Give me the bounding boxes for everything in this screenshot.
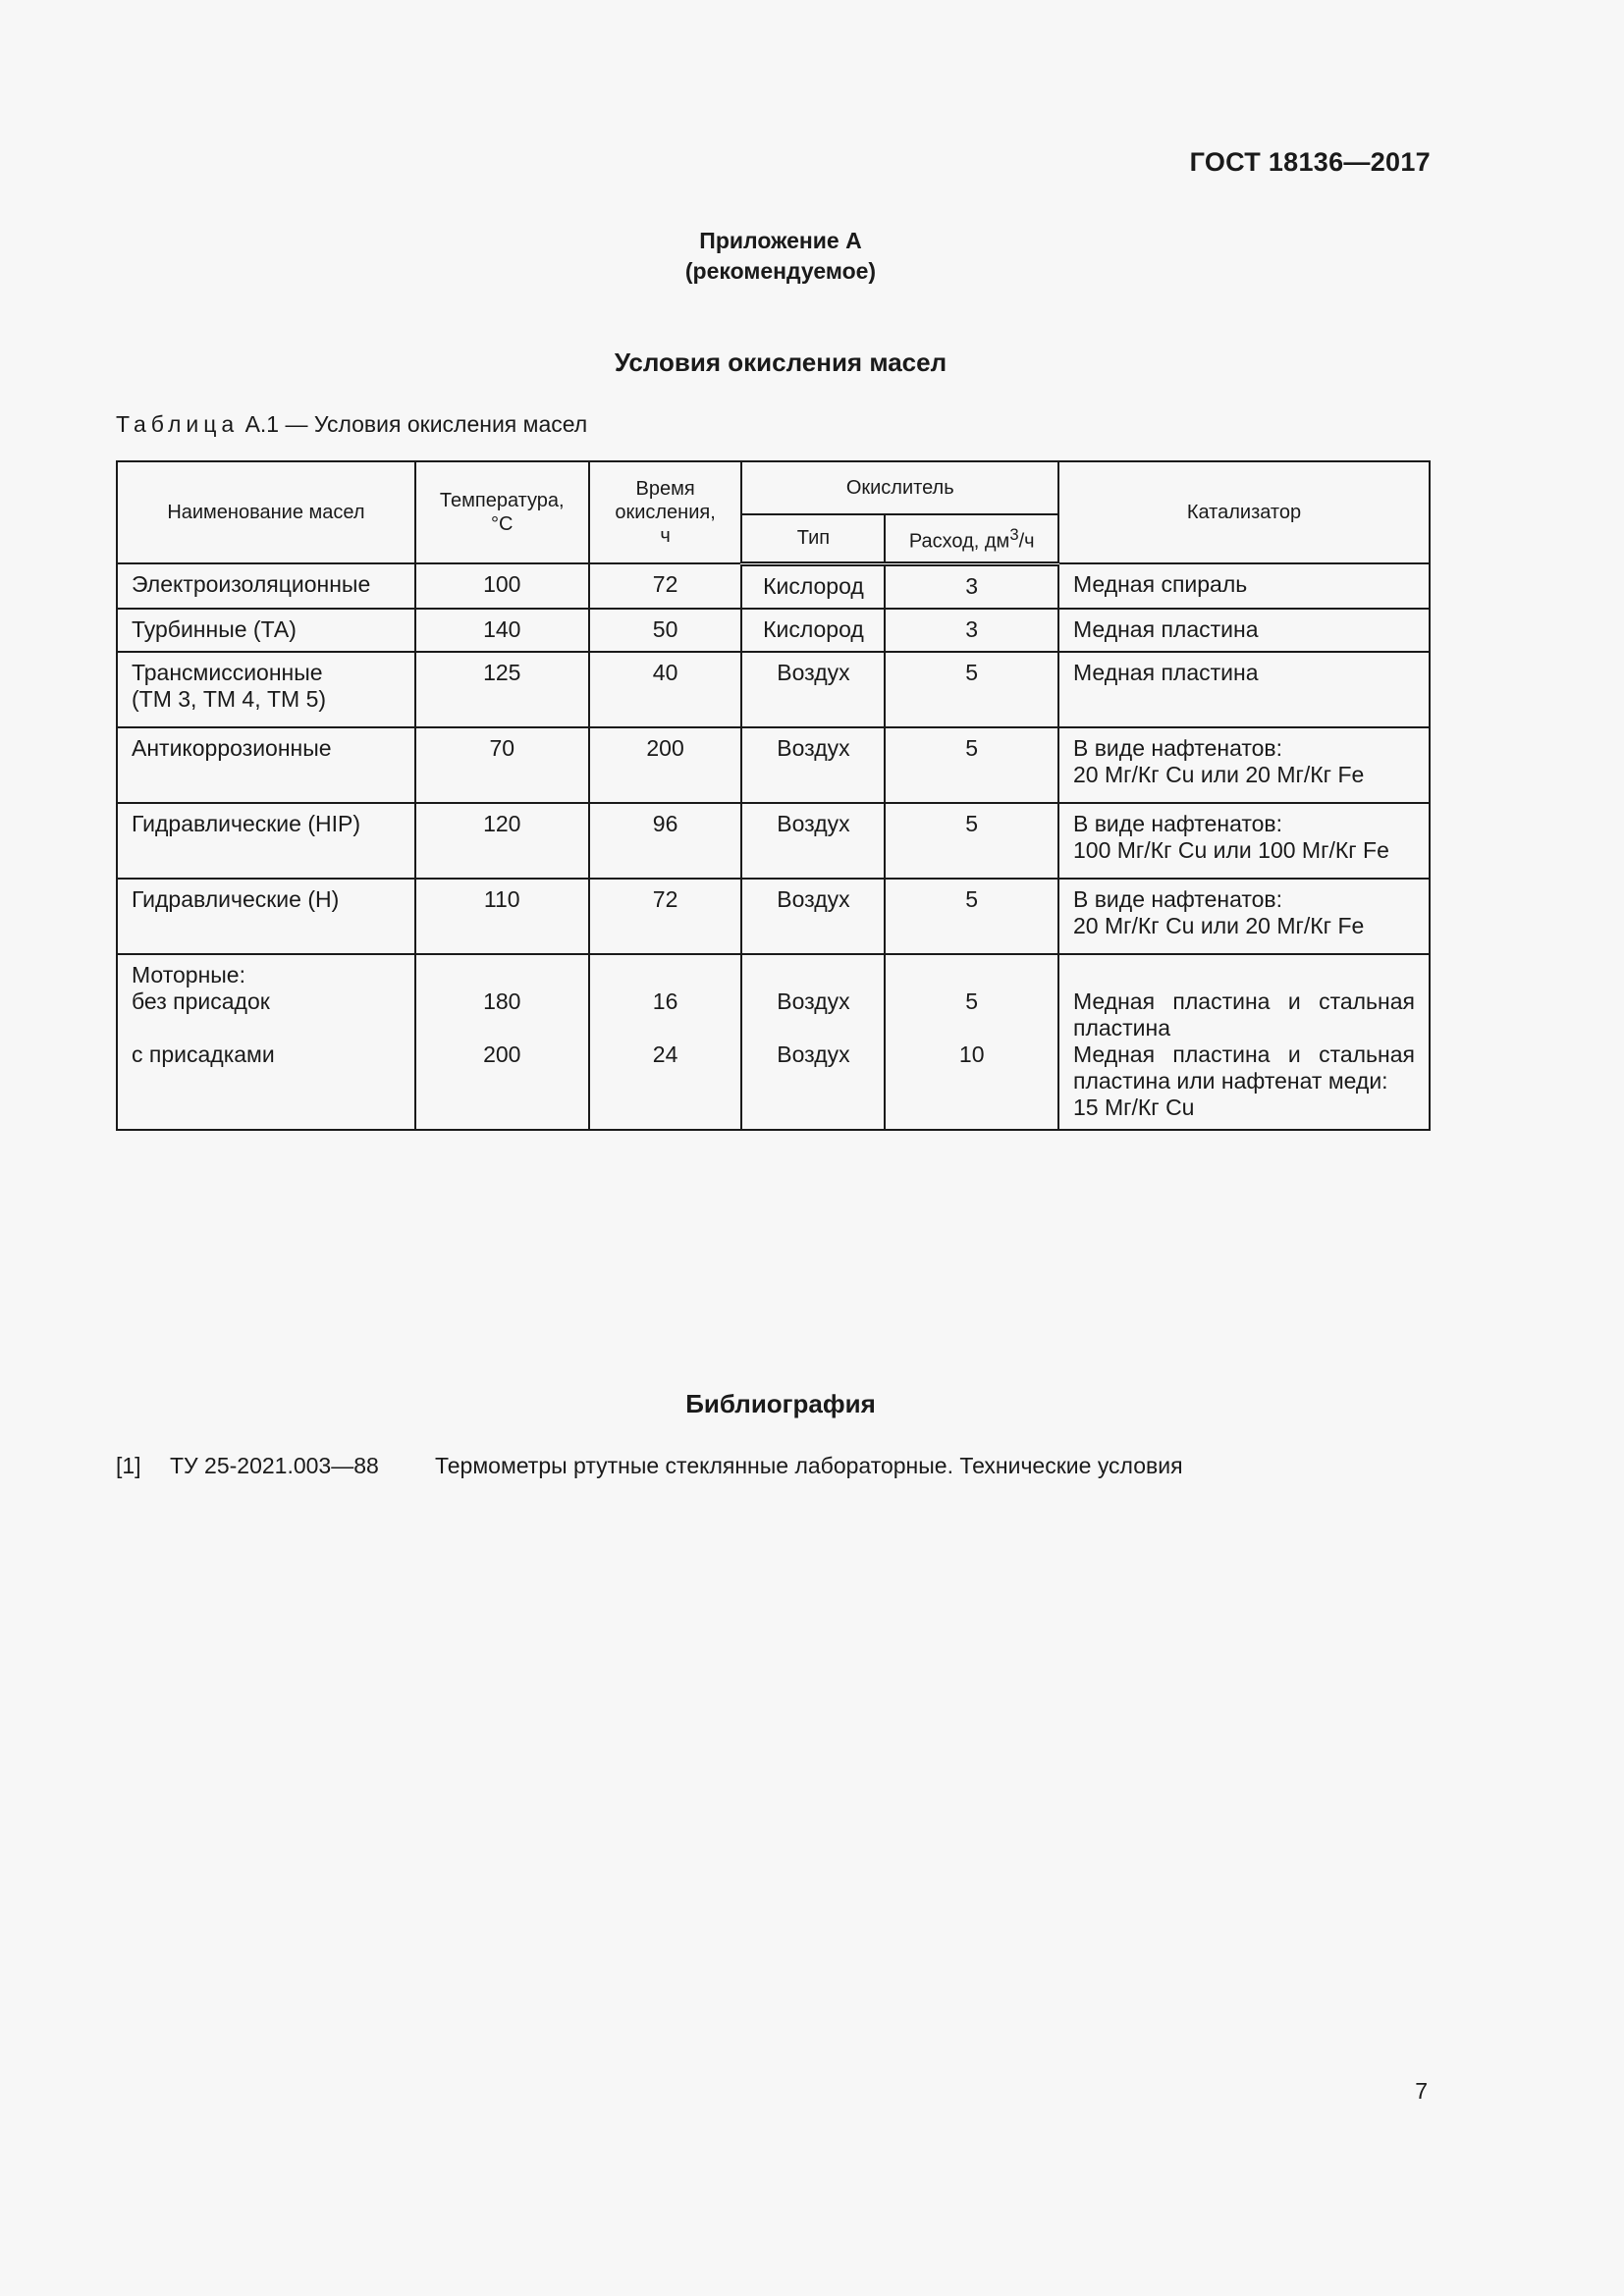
cell-time: 200 bbox=[589, 727, 742, 803]
appendix-title: Приложение А bbox=[699, 228, 862, 253]
cell-oxidizer-type: Воздух bbox=[741, 652, 885, 727]
table-row bbox=[117, 803, 1430, 879]
cell-oil-name bbox=[117, 954, 415, 1130]
cell-temperature: 100 bbox=[415, 563, 589, 609]
cell-motor-sub1-catalyst: Медная пластина и стальная пластина bbox=[1072, 988, 1415, 1041]
cell-oil-name-line1: Трансмиссионные bbox=[132, 659, 323, 685]
section-title: Условия окисления масел bbox=[614, 347, 947, 377]
header-time-line2: окисления, bbox=[615, 502, 716, 523]
header-oxidation-time bbox=[589, 461, 742, 563]
oxidation-conditions-table bbox=[116, 460, 1431, 1131]
header-oil-name: Наименование масел bbox=[117, 461, 415, 563]
cell-motor-title: Моторные: bbox=[132, 961, 245, 988]
appendix-heading bbox=[0, 226, 1561, 287]
header-flow-prefix: Расход, дм bbox=[908, 530, 1010, 553]
cell-oil-name bbox=[117, 652, 415, 727]
cell-time: 50 bbox=[589, 609, 742, 652]
cell-flow: 5 bbox=[885, 727, 1058, 803]
cell-catalyst: Медная пластина bbox=[1058, 652, 1430, 727]
cell-oxidizer-type: Воздух bbox=[741, 727, 885, 803]
document-code: ГОСТ 18136—2017 bbox=[1189, 147, 1431, 177]
cell-catalyst-line1: В виде нафтенатов: bbox=[1072, 734, 1283, 761]
cell-oxidizer-type bbox=[741, 954, 885, 1130]
cell-time bbox=[589, 954, 742, 1130]
bibliography-item-number: [1] bbox=[116, 1453, 141, 1478]
bibliography-item-code: ТУ 25-2021.003—88 bbox=[170, 1453, 379, 1478]
cell-flow: 5 bbox=[885, 652, 1058, 727]
bibliography-item-text: Термометры ртутные стеклянные лабораторные. Технические условия bbox=[435, 1453, 1183, 1478]
header-oxidizer: Окислитель bbox=[741, 461, 1058, 514]
cell-motor-sub2-name: с присадками bbox=[132, 1041, 275, 1067]
cell-motor-sub1-flow: 5 bbox=[965, 988, 979, 1014]
cell-time: 96 bbox=[589, 803, 742, 879]
cell-motor-sub1-temp: 180 bbox=[483, 988, 521, 1014]
cell-temperature bbox=[415, 954, 589, 1130]
cell-oxidizer-type: Кислород bbox=[741, 609, 885, 652]
header-oxidizer-type: Тип bbox=[741, 514, 885, 563]
cell-catalyst bbox=[1058, 879, 1430, 954]
cell-time: 40 bbox=[589, 652, 742, 727]
cell-oil-name: Гидравлические (Н) bbox=[117, 879, 415, 954]
cell-flow: 5 bbox=[885, 879, 1058, 954]
header-temperature-line1: Температура, bbox=[439, 490, 565, 511]
bibliography-title: Библиография bbox=[685, 1389, 876, 1418]
cell-flow: 5 bbox=[885, 803, 1058, 879]
cell-motor-sub1-name: без присадок bbox=[132, 988, 270, 1014]
cell-catalyst bbox=[1058, 954, 1430, 1130]
header-catalyst: Катализатор bbox=[1058, 461, 1430, 563]
cell-temperature: 125 bbox=[415, 652, 589, 727]
table-row bbox=[117, 609, 1430, 652]
cell-oxidizer-type: Воздух bbox=[741, 803, 885, 879]
cell-flow bbox=[885, 954, 1058, 1130]
cell-catalyst-line1: В виде нафтенатов: bbox=[1072, 885, 1283, 912]
cell-temperature: 70 bbox=[415, 727, 589, 803]
cell-flow: 3 bbox=[885, 563, 1058, 609]
table-row bbox=[117, 652, 1430, 727]
header-time-line3: ч bbox=[660, 525, 671, 547]
table-caption bbox=[116, 411, 587, 438]
cell-flow: 3 bbox=[885, 609, 1058, 652]
cell-catalyst-line2: 100 Мг/Кг Cu или 100 Мг/Кг Fe bbox=[1072, 836, 1389, 863]
cell-oil-name: Турбинные (ТА) bbox=[117, 609, 415, 652]
cell-catalyst-line1: В виде нафтенатов: bbox=[1072, 810, 1283, 836]
header-oxidizer-flow bbox=[885, 514, 1058, 563]
cell-oil-name-line2: (ТМ 3, ТМ 4, ТМ 5) bbox=[132, 685, 327, 712]
cell-temperature: 140 bbox=[415, 609, 589, 652]
cell-oil-name: Гидравлические (НIР) bbox=[117, 803, 415, 879]
table-caption-label: Таблица bbox=[116, 411, 240, 437]
cell-catalyst bbox=[1058, 803, 1430, 879]
cell-catalyst-line2: 20 Мг/Кг Cu или 20 Мг/Кг Fe bbox=[1072, 912, 1365, 938]
header-temperature-line2: °С bbox=[491, 513, 514, 535]
cell-temperature: 120 bbox=[415, 803, 589, 879]
header-temperature bbox=[415, 461, 589, 563]
cell-oil-name: Электроизоляционные bbox=[117, 563, 415, 609]
table-row bbox=[117, 879, 1430, 954]
cell-oxidizer-type: Кислород bbox=[741, 563, 885, 609]
table-row bbox=[117, 727, 1430, 803]
cell-motor-sub2-type: Воздух bbox=[777, 1041, 850, 1067]
cell-oxidizer-type: Воздух bbox=[741, 879, 885, 954]
cell-oil-name: Антикоррозионные bbox=[117, 727, 415, 803]
table-row-motor bbox=[117, 954, 1430, 1130]
cell-catalyst-line2: 20 Мг/Кг Cu или 20 Мг/Кг Fe bbox=[1072, 761, 1365, 787]
table-row bbox=[117, 563, 1430, 609]
cell-motor-sub2-flow: 10 bbox=[958, 1041, 985, 1067]
cell-temperature: 110 bbox=[415, 879, 589, 954]
table-caption-text: А.1 — Условия окисления масел bbox=[244, 411, 588, 437]
header-time-line1: Время bbox=[635, 478, 695, 500]
cell-motor-sub2-catalyst-line2: 15 Мг/Кг Cu bbox=[1072, 1094, 1195, 1120]
cell-motor-sub2-catalyst: Медная пластина и стальная пластина или нафтенат меди: bbox=[1072, 1041, 1415, 1094]
header-flow-suffix: /ч bbox=[1018, 530, 1035, 553]
cell-catalyst bbox=[1058, 727, 1430, 803]
cell-catalyst: Медная пластина bbox=[1058, 609, 1430, 652]
cell-motor-sub2-temp: 200 bbox=[483, 1041, 521, 1067]
page-number: 7 bbox=[1415, 2078, 1428, 2104]
header-flow-sup: 3 bbox=[1009, 524, 1019, 544]
appendix-status: (рекомендуемое) bbox=[684, 258, 877, 284]
cell-motor-sub2-time: 24 bbox=[652, 1041, 678, 1067]
cell-time: 72 bbox=[589, 879, 742, 954]
cell-motor-sub1-type: Воздух bbox=[777, 988, 850, 1014]
cell-catalyst: Медная спираль bbox=[1058, 563, 1430, 609]
cell-motor-sub1-time: 16 bbox=[652, 988, 678, 1014]
cell-time: 72 bbox=[589, 563, 742, 609]
